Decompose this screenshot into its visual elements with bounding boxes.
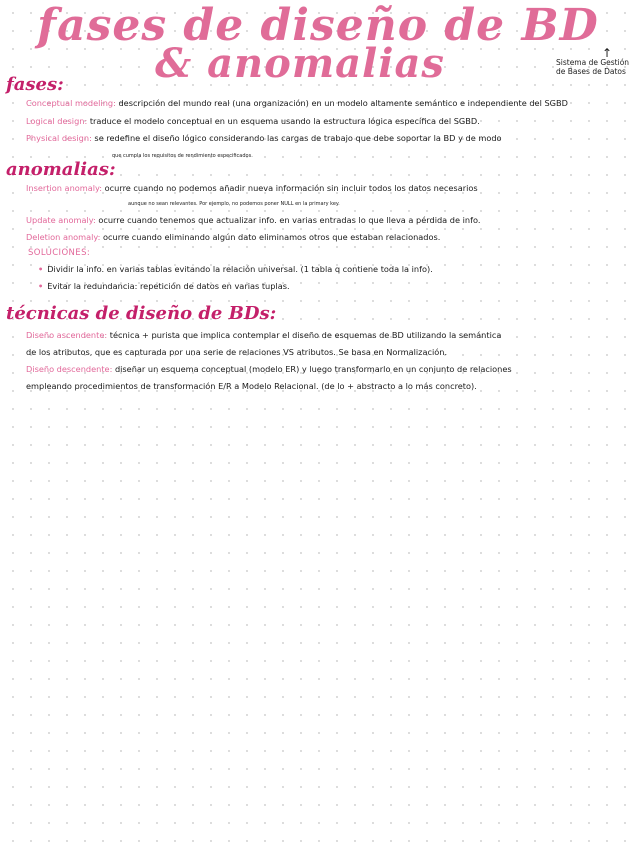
term-ascendente: Diseño ascendente:	[26, 330, 108, 340]
solution-item	[38, 264, 433, 275]
def-descendente: diseñar un esquema conceptual (modelo ER) y luego transformarlo en un conjunto de relaciones	[112, 364, 512, 374]
fase-conceptual	[26, 98, 632, 109]
term-physical: Physical design:	[26, 133, 92, 143]
def-deletion: ocurre cuando eliminando algún dato eliminamos otros que estaban relacionados.	[100, 232, 441, 242]
fase-physical-cont: que cumpla los requisitos de rendimiento especificados.	[112, 153, 253, 159]
anomaly-update	[26, 215, 632, 226]
anomaly-deletion	[26, 232, 632, 243]
anomaly-insertion	[26, 183, 632, 194]
fase-logical	[26, 116, 632, 127]
bullet-icon: •	[38, 281, 44, 291]
term-conceptual: Conceptual modeling:	[26, 98, 116, 108]
tecnica-descendente-cont: empleando procedimientos de transformación E/R a Modelo Relacional. (de lo + abstracto a lo más concreto).	[26, 381, 477, 391]
tecnica-ascendente	[26, 330, 632, 341]
heading-fases: fases:	[6, 74, 64, 95]
solution-item	[38, 281, 290, 292]
arrow-up-icon: ↑	[602, 46, 613, 60]
bullet-icon: •	[38, 264, 44, 274]
def-insertion: ocurre cuando no podemos añadir nueva información sin incluir todos los datos necesarios	[102, 183, 478, 193]
def-logical: traduce el modelo conceptual en un esquema usando la estructura lógica específica del SGBD.	[87, 116, 480, 126]
tecnica-ascendente-cont: de los atributos, que es capturada por una serie de relaciones VS atributos. Se basa en Normalización.	[26, 347, 448, 357]
term-descendente: Diseño descendente:	[26, 364, 113, 374]
solution-text-1: Dividir la info. en varias tablas evitando la relación universal. (1 tabla q contiene toda la info).	[47, 264, 433, 274]
def-conceptual: descripción del mundo real (una organización) en un modelo altamente semántico e independiente del SGBD	[115, 98, 568, 108]
solution-text-2: Evitar la redundancia: repetición de datos en varias tuplas.	[47, 281, 290, 291]
term-deletion: Deletion anomaly:	[26, 232, 101, 242]
heading-tecnicas: técnicas de diseño de BDs:	[6, 303, 277, 324]
heading-anomalias: anomalias:	[6, 159, 116, 180]
acronym-note: Sistema de Gestión de Bases de Datos	[556, 58, 630, 76]
def-ascendente: técnica + purista que implica contemplar el diseño de esquemas de BD utilizando la semántica	[107, 330, 502, 340]
anomaly-insertion-cont: aunque no sean relevantes. Por ejemplo, no podemos poner NULL en la primary key.	[128, 201, 340, 207]
tecnica-descendente	[26, 364, 632, 375]
term-insertion: Insertion anomaly:	[26, 183, 103, 193]
solutions-heading: SOLUCIONES:	[28, 248, 91, 258]
fase-physical	[26, 133, 632, 144]
term-update: Update anomaly:	[26, 215, 96, 225]
def-update: ocurre cuando tenemos que actualizar info. en varias entradas lo que lleva a pérdida de info.	[95, 215, 481, 225]
page-title-line2: & anomalias	[155, 40, 445, 87]
def-physical: se redefine el diseño lógico considerando las cargas de trabajo que debe soportar la BD y de modo	[91, 133, 502, 143]
page-title-line1: fases de diseño de BD	[37, 0, 599, 51]
term-logical: Logical design:	[26, 116, 88, 126]
